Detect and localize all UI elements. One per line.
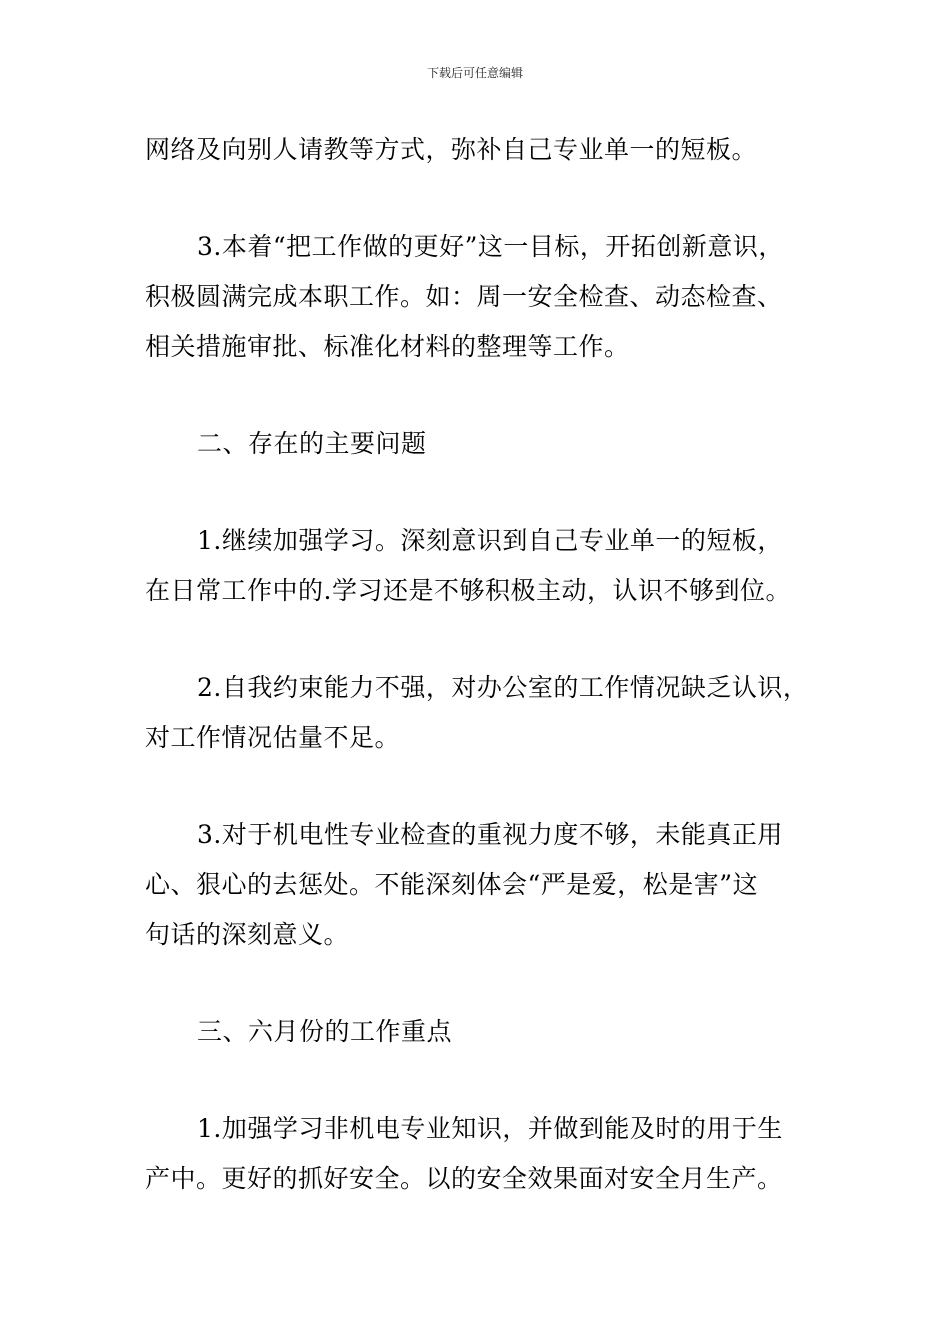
page-header: 下载后可任意编辑 <box>426 66 523 80</box>
text-line: 三、六月份的工作重点 <box>197 1017 453 1046</box>
paragraph-gap <box>145 1057 845 1104</box>
paragraph-item-3 <box>145 222 845 372</box>
text-line: 网络及向别人请教等方式，弥补自己专业单一的短板。 <box>145 135 758 164</box>
text-line: 3.对于机电性专业检查的重视力度不够，未能真正用 <box>197 820 783 849</box>
text-line: 积极圆满完成本职工作。如：周一安全检查、动态检查、 <box>145 282 783 311</box>
text-line: 在日常工作中的.学习还是不够积极主动，认识不够到位。 <box>145 576 791 605</box>
paragraph-gap <box>145 616 845 663</box>
text-line: 对工作情况估量不足。 <box>145 723 401 752</box>
paragraph-continuation <box>145 125 845 175</box>
paragraph-problem-2 <box>145 663 845 763</box>
text-line: 句话的深刻意义。 <box>145 920 350 949</box>
paragraph-gap <box>145 960 845 1007</box>
paragraph-gap <box>145 372 845 419</box>
paragraph-gap <box>145 763 845 810</box>
paragraph-gap <box>145 175 845 222</box>
text-line: 产中。更好的抓好安全。以的安全效果面对安全月生产。 <box>145 1164 783 1193</box>
paragraph-focus-1 <box>145 1104 845 1204</box>
paragraph-problem-3 <box>145 810 845 960</box>
paragraph-problem-1 <box>145 516 845 616</box>
text-line: 心、狠心的去惩处。不能深刻体会“严是爱，松是害”这 <box>145 870 759 899</box>
section-heading-problems <box>145 419 845 469</box>
text-line: 相关措施审批、标准化材料的整理等工作。 <box>145 332 630 361</box>
text-line: 1.继续加强学习。深刻意识到自己专业单一的短板， <box>197 526 783 555</box>
text-line: 2.自我约束能力不强，对办公室的工作情况缺乏认识， <box>197 673 809 702</box>
text-line: 3.本着“把工作做的更好”这一目标，开拓创新意识， <box>197 232 784 261</box>
text-line: 1.加强学习非机电专业知识，并做到能及时的用于生 <box>197 1114 783 1143</box>
section-heading-june-focus <box>145 1007 845 1057</box>
document-body <box>145 125 845 1204</box>
text-line: 二、存在的主要问题 <box>197 429 427 458</box>
paragraph-gap <box>145 469 845 516</box>
